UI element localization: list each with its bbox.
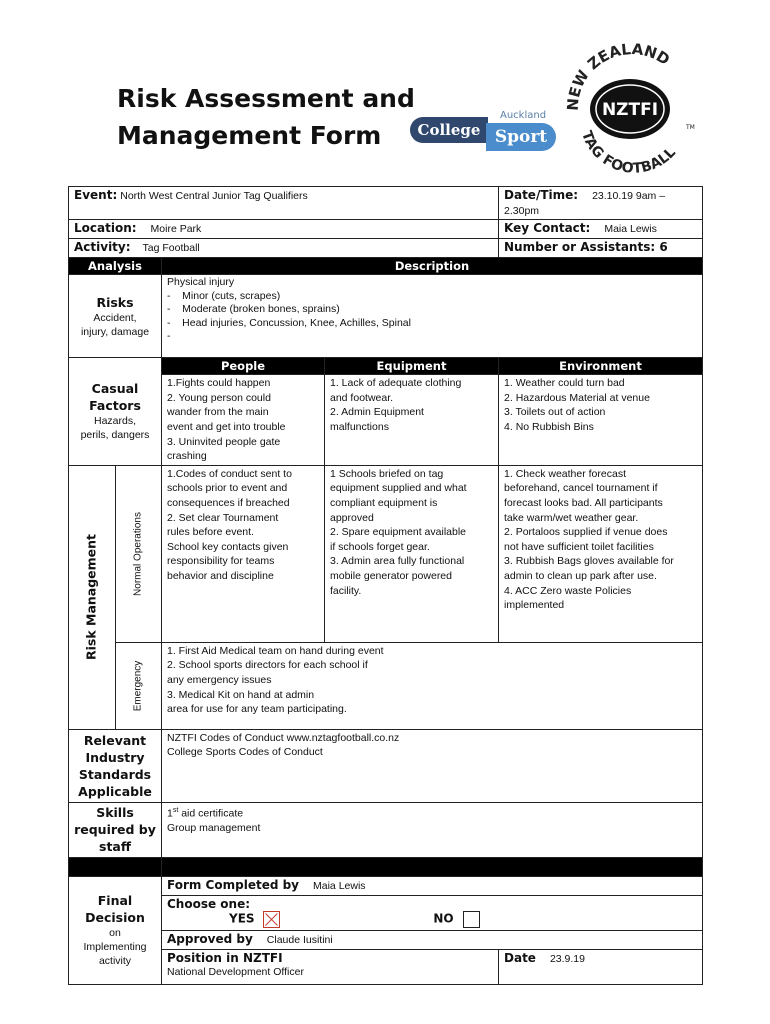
final-label-cell [69, 876, 162, 984]
date-value[interactable]: 23.9.19 [549, 952, 585, 965]
event-value: North West Central Junior Tag Qualifiers [120, 190, 308, 202]
page-title [117, 80, 415, 154]
final-title-1: Final [97, 893, 133, 909]
nztfi-logo [560, 33, 700, 178]
analysis-header: Analysis [69, 258, 162, 275]
emergency-label: Emergency [132, 660, 144, 712]
risk-form-table [68, 186, 703, 985]
standards-line: NZTFI Codes of Conduct www.nztagfootball.co.nz [167, 731, 400, 744]
skills-title-2: required by [74, 822, 156, 838]
college-sport-logo-sport: Sport [486, 123, 556, 151]
info-row-event [69, 187, 703, 220]
approved-cell [162, 930, 703, 949]
people-header: People [162, 358, 325, 375]
date-label: Date [504, 950, 536, 965]
risks-item: - [167, 330, 183, 343]
casual-people-line: 3. Uninvited people gate [167, 435, 281, 448]
approved-label: Approved by [167, 931, 253, 946]
environment-header: Environment [499, 358, 703, 375]
normal-equipment-line: equipment supplied and what [330, 482, 467, 495]
emergency-row [69, 642, 703, 729]
title-line-1: Risk Assessment and [117, 84, 415, 113]
casual-people-line: wander from the main [167, 406, 269, 419]
normal-people-line: 1.Codes of conduct sent to [167, 467, 292, 480]
normal-equipment-line: 2. Spare equipment available [330, 526, 467, 539]
normal-equipment-cell [325, 465, 499, 642]
logo-nztfi-text: NZTFI [601, 100, 659, 120]
casual-title-1: Casual [91, 381, 139, 397]
emergency-line: any emergency issues [167, 673, 272, 686]
casual-environment-cell [499, 375, 703, 466]
risks-description-cell [162, 275, 703, 358]
normal-equipment-line: compliant equipment is [330, 496, 438, 509]
normal-environment-line: 2. Portaloos supplied if venue does [504, 526, 668, 539]
choose-row [69, 895, 703, 930]
logo-new-zealand-text: NEW ZEALAND [563, 39, 673, 112]
skills-title-1: Skills [96, 805, 134, 821]
skills-cell [162, 802, 703, 857]
normal-people-line: consequences if breached [167, 496, 290, 509]
no-checkbox[interactable] [463, 911, 480, 928]
normal-people-line: responsibility for teams [167, 555, 275, 568]
risks-title: Risks [96, 294, 134, 310]
choose-cell [162, 895, 703, 930]
normal-environment-line: take warm/wet weather gear. [504, 511, 639, 524]
casual-subtitle-1: Hazards, [93, 415, 136, 428]
normal-operations-label: Normal Operations [132, 511, 144, 596]
skills-line: Group management [167, 821, 261, 834]
yes-checkbox[interactable] [263, 911, 280, 928]
casual-environment-line: 2. Hazardous Material at venue [504, 391, 650, 404]
normal-equipment-line: 1 Schools briefed on tag [330, 467, 444, 480]
event-label: Event: [74, 188, 118, 202]
contact-label: Key Contact: [504, 221, 591, 236]
normal-environment-line: beforehand, cancel tournament if [504, 482, 658, 495]
standards-title-2: Industry [85, 749, 145, 765]
college-sport-logo-college: College [410, 117, 488, 143]
normal-environment-line: implemented [504, 599, 565, 612]
datetime-label: Date/Time: [504, 188, 579, 202]
casual-subtitle-2: perils, dangers [80, 429, 150, 442]
casual-header-row [69, 358, 703, 375]
form-completed-label: Form Completed by [167, 877, 300, 892]
skills-row [69, 802, 703, 857]
risks-heading: Physical injury [167, 276, 235, 289]
skills-title-3: staff [99, 839, 131, 855]
risks-item: - Head injuries, Concussion, Knee, Achilles, Spinal [167, 316, 411, 329]
normal-people-cell [162, 465, 325, 642]
normal-equipment-line: 3. Admin area fully functional [330, 555, 465, 568]
analysis-header-row [69, 258, 703, 275]
casual-people-line: crashing [167, 450, 207, 463]
normal-people-line: rules before event. [167, 526, 254, 539]
approved-row [69, 930, 703, 949]
assistants-label: Number or Assistants: 6 [504, 240, 668, 255]
emergency-line: 2. School sports directors for each school if [167, 659, 368, 672]
casual-environment-line: 4. No Rubbish Bins [504, 420, 594, 433]
datetime-value: 23.10.19 9am – 2.30pm [504, 190, 666, 217]
casual-label-cell [69, 358, 162, 466]
casual-environment-line: 1. Weather could turn bad [504, 377, 625, 390]
casual-equipment-line: and footwear. [330, 391, 394, 404]
risks-item: - Minor (cuts, scrapes) [167, 289, 281, 302]
no-label: NO [433, 911, 454, 926]
approved-value[interactable]: Claude Iusitini [266, 933, 333, 946]
normal-people-line: behavior and discipline [167, 569, 274, 582]
risks-item: - Moderate (broken bones, sprains) [167, 303, 340, 316]
emergency-line: area for use for any team participating. [167, 703, 347, 716]
standards-title-3: Standards [78, 766, 152, 782]
location-label: Location: [74, 221, 137, 236]
position-value[interactable]: National Development Officer [167, 966, 304, 979]
final-subtitle-2: Implementing [83, 941, 147, 954]
form-completed-cell [162, 876, 703, 895]
logo-tm-text: TM [686, 124, 695, 131]
risk-management-label-cell [69, 465, 116, 729]
normal-people-line: schools prior to event and [167, 482, 288, 495]
casual-row [69, 375, 703, 466]
casual-equipment-cell [325, 375, 499, 466]
college-sport-auckland-text: Auckland [500, 110, 547, 121]
risk-management-title: Risk Management [83, 534, 99, 661]
position-row [69, 949, 703, 984]
casual-title-2: Factors [89, 398, 141, 414]
normal-equipment-line: facility. [330, 584, 362, 597]
info-row-location [69, 220, 703, 239]
emergency-label-cell [116, 642, 162, 729]
standards-line: College Sports Codes of Conduct [167, 746, 323, 759]
skills-line: 1st aid certificate [167, 806, 244, 820]
emergency-line: 1. First Aid Medical team on hand during event [167, 644, 384, 657]
normal-environment-line: 3. Rubbish Bags gloves available for [504, 555, 674, 568]
contact-value: Maia Lewis [604, 223, 657, 236]
normal-people-line: School key contacts given [167, 540, 289, 553]
standards-title-4: Applicable [78, 783, 152, 799]
activity-value: Tag Football [142, 242, 200, 255]
normal-operations-row [69, 465, 703, 642]
casual-equipment-line: malfunctions [330, 420, 389, 433]
normal-people-line: 2. Set clear Tournament [167, 511, 279, 524]
logo-tag-football-text: TAG FOOTBALL [578, 128, 679, 177]
activity-label: Activity: [74, 240, 131, 255]
description-header: Description [162, 258, 703, 275]
emergency-cell [162, 642, 703, 729]
standards-row [69, 729, 703, 802]
location-value: Moire Park [150, 223, 202, 236]
date-cell [499, 949, 703, 984]
normal-environment-line: forecast looks bad. All participants [504, 496, 663, 509]
final-subtitle-1: on [109, 927, 121, 940]
form-completed-value[interactable]: Maia Lewis [313, 879, 366, 892]
skills-label-cell [69, 802, 162, 857]
casual-equipment-line: 1. Lack of adequate clothing [330, 377, 462, 390]
yes-label: YES [229, 911, 255, 926]
info-row-activity [69, 239, 703, 258]
standards-cell [162, 729, 703, 802]
position-cell [162, 949, 499, 984]
standards-title-1: Relevant [83, 732, 147, 748]
normal-environment-line: 1. Check weather forecast [504, 467, 626, 480]
casual-people-line: 2. Young person could [167, 391, 271, 404]
normal-environment-line: 4. ACC Zero waste Policies [504, 584, 632, 597]
risks-label-cell [69, 275, 162, 358]
casual-environment-line: 3. Toilets out of action [504, 406, 606, 419]
normal-environment-line: admin to clean up park after use. [504, 569, 657, 582]
normal-environment-cell [499, 465, 703, 642]
normal-equipment-line: mobile generator powered [330, 569, 452, 582]
casual-people-line: 1.Fights could happen [167, 377, 271, 390]
casual-people-cell [162, 375, 325, 466]
risks-subtitle-2: injury, damage [80, 325, 150, 338]
final-title-2: Decision [85, 910, 145, 926]
title-line-2: Management Form [117, 121, 382, 150]
normal-equipment-line: if schools forget gear. [330, 540, 430, 553]
position-label: Position in NZTFI [167, 950, 283, 965]
divider-row [69, 857, 703, 876]
choose-label: Choose one: [167, 896, 251, 911]
form-completed-row [69, 876, 703, 895]
equipment-header: Equipment [325, 358, 499, 375]
risks-row [69, 275, 703, 358]
final-subtitle-3: activity [98, 955, 132, 968]
normal-equipment-line: approved [330, 511, 374, 524]
casual-equipment-line: 2. Admin Equipment [330, 406, 424, 419]
normal-operations-label-cell [116, 465, 162, 642]
casual-people-line: event and get into trouble [167, 420, 286, 433]
normal-environment-line: not have sufficient toilet facilities [504, 540, 654, 553]
risks-subtitle-1: Accident, [93, 311, 137, 324]
standards-label-cell [69, 729, 162, 802]
emergency-line: 3. Medical Kit on hand at admin [167, 688, 315, 701]
